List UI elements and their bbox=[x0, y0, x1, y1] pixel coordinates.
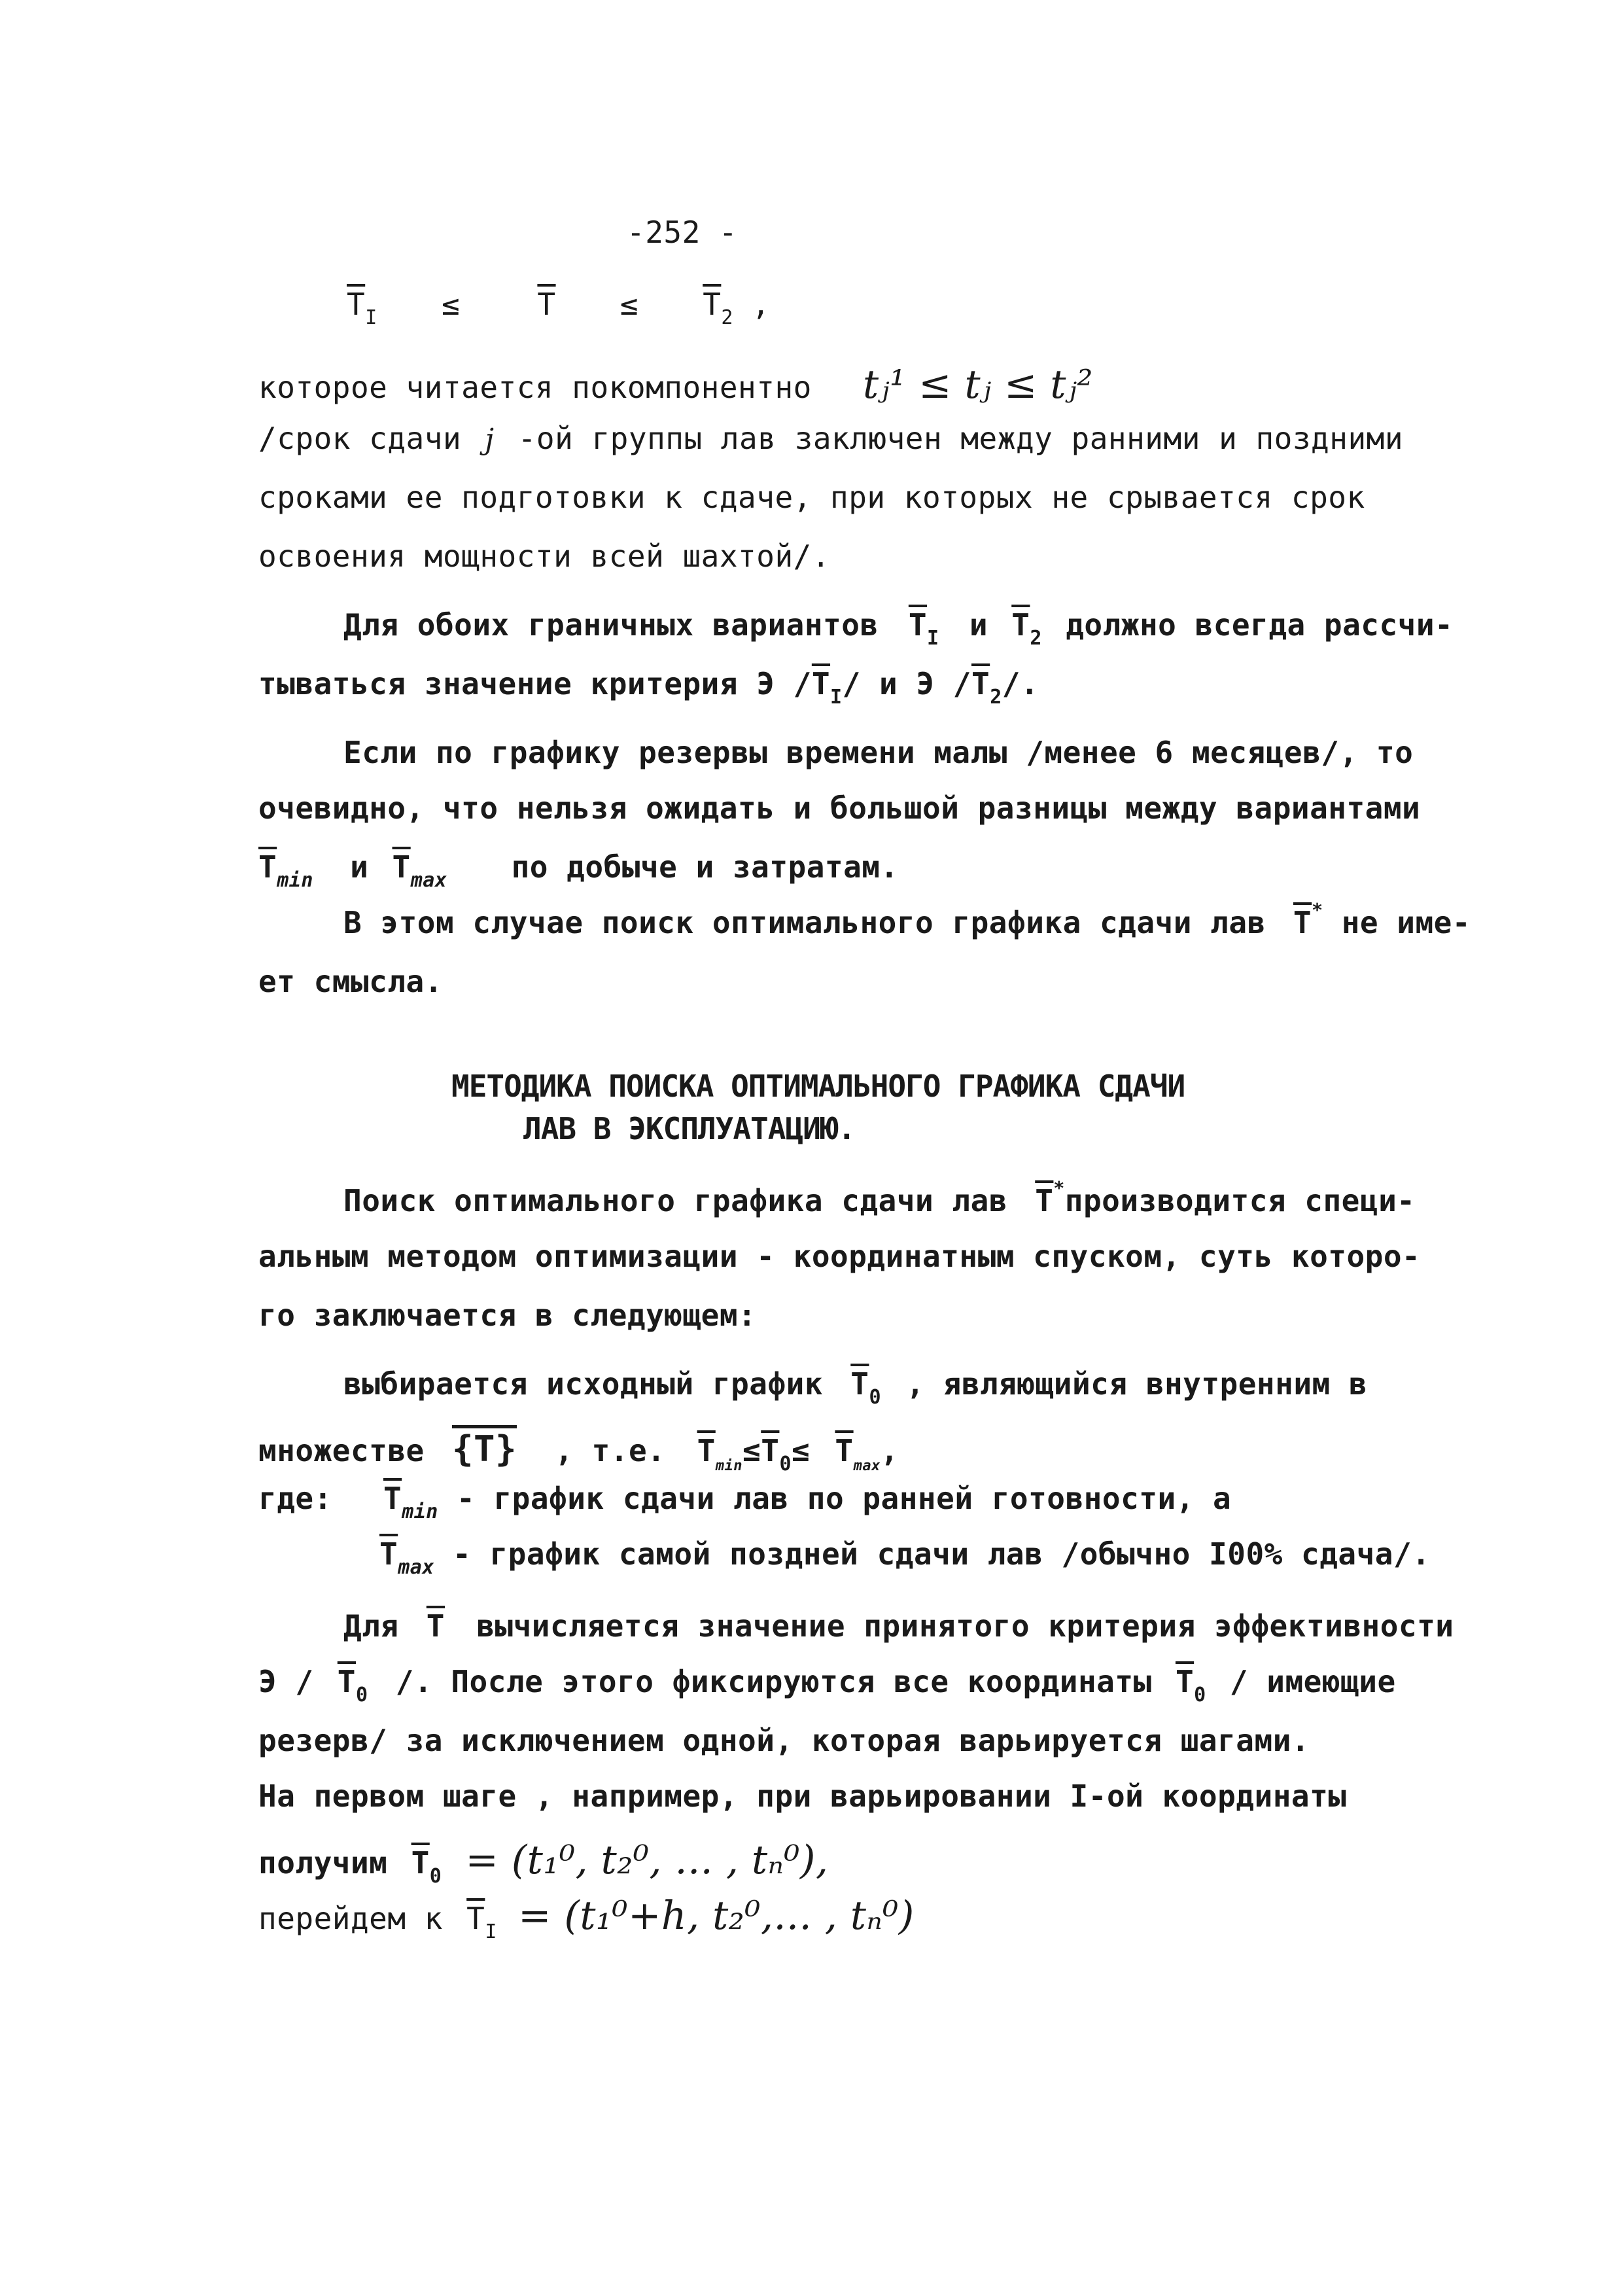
para4-line1: В этом случае поиск оптимального графика сдачи лав $\overline{T}^*$ не име- bbox=[343, 899, 1471, 940]
handwritten-vector-t0: = (t₁⁰, t₂⁰, ... , tₙ⁰), bbox=[465, 1837, 829, 1883]
para7-line1: Для $\overline{T}$ вычисляется значение принятого критерия эффективности bbox=[343, 1608, 1454, 1644]
para3-line3: $\overline{T}_{min}$ и $\overline{T}_{max}$ по добыче и затратам. bbox=[258, 849, 899, 892]
formula-bounds: $\overline{T}_I \le \overline{T} \le \overline{T}_2$ , bbox=[347, 287, 771, 329]
para5-line1: Поиск оптимального графика сдачи лав $\overline{T}^*производится$ специ- bbox=[343, 1177, 1416, 1218]
para7-line5: получим $\overline{T}_0 = (t_1^0$, t₂⁰, ... , tₙ⁰), bbox=[258, 1837, 829, 1888]
para1-line2: сроками ее подготовки к сдаче, при которых не срывается срок bbox=[258, 480, 1365, 515]
para3-line1: Если по графику резервы времени малы /менее 6 месяцев/, то bbox=[343, 735, 1414, 770]
page-number: -252 - bbox=[627, 215, 738, 250]
section-heading-line1: МЕТОДИКА ПОИСКА ОПТИМАЛЬНОГО ГРАФИКА СДАЧИ bbox=[451, 1069, 1185, 1104]
para7-line6: перейдем к $\overline{T}_I = (t_1^0+h$, t₂⁰,... , tₙ⁰) bbox=[258, 1893, 915, 1943]
para6-line3: где: $\overline{T}_{min}$ - график сдачи лав по ранней готовности, а bbox=[258, 1481, 1232, 1523]
line-componentwise: которое читается покомпонентно tⱼ¹ ≤ tⱼ ≤ tⱼ² bbox=[258, 362, 1093, 408]
para5-line2: альным методом оптимизации - координатным спуском, суть которо- bbox=[258, 1239, 1421, 1274]
para3-line2: очевидно, что нельзя ожидать и большой разницы между вариантами bbox=[258, 790, 1421, 826]
handwritten-vector-t1: = (t₁⁰+h, t₂⁰,... , tₙ⁰) bbox=[518, 1893, 915, 1939]
para5-line3: го заключается в следующем: bbox=[258, 1298, 757, 1333]
para6-line1: выбирается исходный график $\overline{T}_0$ , являющийся внутренним в bbox=[343, 1366, 1368, 1409]
para1-line1: /срок сдачи j -ой группы лав заключен между ранними и поздними bbox=[258, 421, 1404, 456]
para7-line2: Э / $\overline{T}_0$ /. После этого фиксируются все координаты $\overline{T}_0$ / имеющие bbox=[258, 1664, 1396, 1706]
para7-line3: резерв/ за исключением одной, которая варьируется шагами. bbox=[258, 1723, 1310, 1758]
para1-line3: освоения мощности всей шахтой/. bbox=[258, 539, 831, 574]
handwritten-inequality: tⱼ¹ ≤ tⱼ ≤ tⱼ² bbox=[863, 362, 1093, 408]
para6-line2: множестве {T} , т.е. $\overline{T}_{min}\le\overline{T}_0\le \overline{T}_{max}$, bbox=[258, 1428, 899, 1475]
para7-line4: На первом шаге , например, при варьировании I-ой координаты bbox=[258, 1778, 1347, 1814]
para2-line2: тываться значение критерия Э $/\overline{T}_I/$ и Э $/\overline{T}_2/$. bbox=[258, 666, 1039, 709]
para2-line1: Для обоих граничных вариантов $\overline{T}_I$ и $\overline{T}_2$ должно всегда рассчи- bbox=[343, 607, 1454, 650]
para6-line4: $\overline{T}_{max}$ - график самой поздней сдачи лав /обычно I00% сдача/. bbox=[379, 1536, 1431, 1579]
section-heading-line2: ЛАВ В ЭКСПЛУАТАЦИЮ. bbox=[523, 1111, 856, 1146]
para4-line2: ет смысла. bbox=[258, 964, 443, 999]
